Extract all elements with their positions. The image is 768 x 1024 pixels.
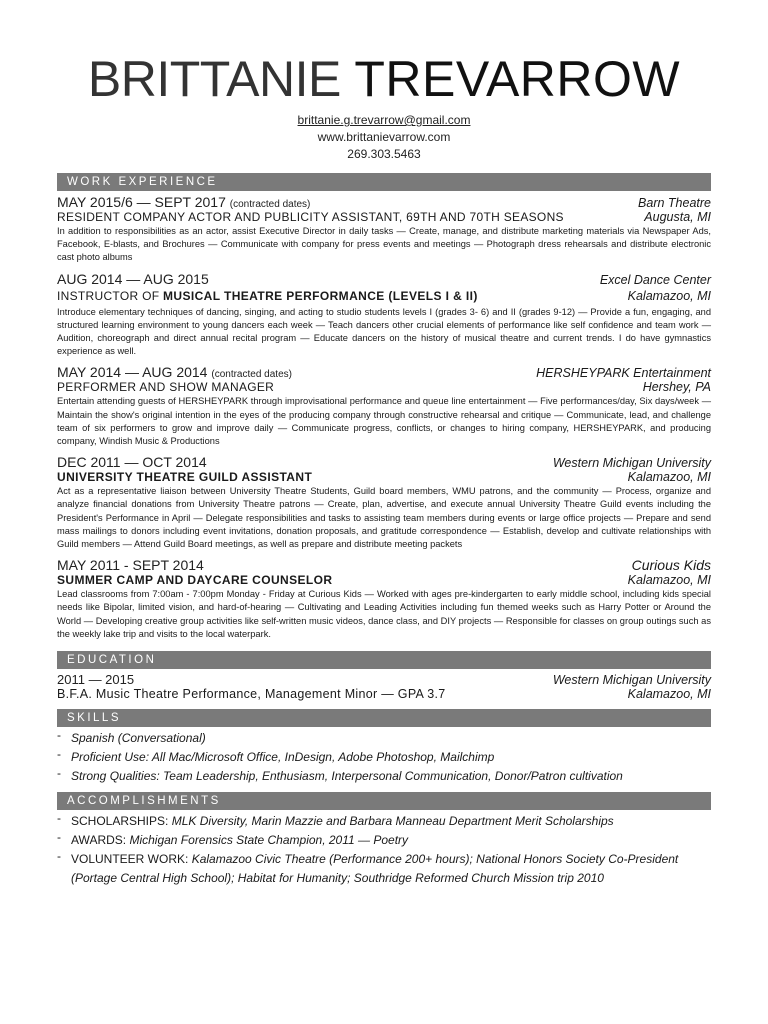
- job-organization: Excel Dance Center: [599, 272, 711, 287]
- job-location: Kalamazoo, MI: [627, 470, 711, 485]
- job-title: INSTRUCTOR OF MUSICAL THEATRE PERFORMANCE (LEVELS I & II): [57, 288, 478, 303]
- job-title: RESIDENT COMPANY ACTOR AND PUBLICITY ASSISTANT, 69TH AND 70TH SEASONS: [57, 210, 564, 224]
- education-degree: B.F.A. Music Theatre Performance, Management Minor — GPA 3.7: [57, 687, 446, 702]
- job-dates: MAY 2014 — AUG 2014 (contracted dates): [57, 364, 292, 381]
- section-header-education: EDUCATION: [57, 651, 711, 669]
- job-title: SUMMER CAMP AND DAYCARE COUNSELOR: [57, 573, 333, 588]
- job-location: Augusta, MI: [644, 210, 711, 224]
- job-location: Hershey, PA: [642, 380, 711, 395]
- job-organization: Barn Theatre: [638, 196, 711, 210]
- job-title: UNIVERSITY THEATRE GUILD ASSISTANT: [57, 470, 313, 485]
- website-link[interactable]: www.brittanievarrow.com: [317, 130, 451, 144]
- job-title: PERFORMER AND SHOW MANAGER: [57, 380, 275, 395]
- first-name: BRITTANIE: [87, 51, 341, 107]
- job-organization: Western Michigan University: [552, 456, 711, 471]
- education-school: Western Michigan University: [552, 673, 711, 688]
- contact-block: [57, 112, 711, 163]
- list-item: - VOLUNTEER WORK: Kalamazoo Civic Theatre (Performance 200+ hours); National Honors Society Co-President (Portage Central High School); Habitat for Humanity; Southridge Reformed Church Mission trip 2010: [57, 849, 679, 886]
- work-experience-list: [57, 194, 711, 641]
- job-location: Kalamazoo, MI: [627, 573, 711, 588]
- job-description: Act as a representative liaison between University Theatre Students, Guild board members, WMU patrons, and the community — Process, organize and analyze financial donations from University Theatre patrons — Create, plan, advertise, and execute annual University Theatre Guild events including the President's Performance in April — Delegate responsibilities and tasks to assisting team members during events or large office projects — Prepare and send mass mailings to donors including event invitations, donation proposals, and gratitude correspondence — Establish, develop and cultivate relationships with Guild members — Attend Guild Board meetings, as well as prepare and distribute meeting packets: [57, 486, 711, 550]
- job-dates: MAY 2011 - SEPT 2014: [57, 557, 204, 574]
- job-entry: [57, 364, 711, 448]
- job-organization: Curious Kids: [631, 557, 711, 574]
- list-item: - AWARDS: Michigan Forensics State Champion, 2011 — Poetry: [57, 830, 409, 848]
- job-location: Kalamazoo, MI: [627, 288, 711, 303]
- list-item: - Spanish (Conversational): [57, 728, 206, 746]
- job-entry: [57, 271, 711, 359]
- job-organization: HERSHEYPARK Entertainment: [536, 366, 711, 381]
- email-link[interactable]: brittanie.g.trevarrow@gmail.com: [297, 113, 471, 127]
- job-description: Entertain attending guests of HERSHEYPARK through improvisational performance and queue line entertainment — Five performances/day, Six days/week — Maintain the show's original intention in the eyes of the producing company through constructive rehearsal and critique — Communicate, lead, and challenge team of six performers to grow and improve daily — Communicate progress, conflicts, or changes to hiring company, HERSHEYPARK, and producing company, Windish Music & Productions: [57, 396, 711, 447]
- job-dates: MAY 2015/6 — SEPT 2017 (contracted dates): [57, 194, 311, 210]
- resume-page: [57, 0, 711, 888]
- education-entry: [57, 672, 711, 701]
- candidate-name: [57, 52, 711, 106]
- job-description: In addition to responsibilities as an actor, assist Executive Director in daily tasks — Create, manage, and distribute marketing materials via Newspaper Ads, Facebook, E-blasts, and Brochures — Communicate with company for press events and meetings — Photograph dress rehearsals and distribute electronic cast photo albums: [57, 226, 711, 263]
- accomplishments-list: [57, 812, 711, 888]
- education-location: Kalamazoo, MI: [627, 687, 711, 702]
- phone-number: 269.303.5463: [347, 147, 421, 161]
- section-header-work: WORK EXPERIENCE: [57, 173, 711, 191]
- job-entry: [57, 557, 711, 641]
- skills-list: [57, 729, 711, 786]
- list-item: - Strong Qualities: Team Leadership, Enthusiasm, Interpersonal Communication, Donor/Patron cultivation: [57, 766, 623, 784]
- education-dates: 2011 — 2015: [57, 672, 135, 688]
- job-entry: [57, 194, 711, 265]
- list-item: - Proficient Use: All Mac/Microsoft Office, InDesign, Adobe Photoshop, Mailchimp: [57, 747, 495, 765]
- section-header-skills: SKILLS: [57, 709, 711, 727]
- job-entry: [57, 454, 711, 551]
- job-dates: DEC 2011 — OCT 2014: [57, 454, 207, 471]
- job-description: Lead classrooms from 7:00am - 7:00pm Monday - Friday at Curious Kids — Worked with ages pre-kindergarten to early middle school, including kids special needs like Bipolar, limited vision, and hard-of-hearing — Cultivating and Leading Activities including fun themed weeks such as Harry Potter or Around the World — Developing creative group activities like self-written music videos, dance class, and DIY projects — Responsible for classes on group outings such as the weekly lake trip and visits to the local waterpark.: [57, 589, 711, 639]
- last-name: TREVARROW: [354, 51, 681, 107]
- job-description: Introduce elementary techniques of dancing, singing, and acting to studio students levels I (grades 3- 6) and II (grades 9-12) — Provide a fun, engaging, and structured learning environment to young dancers each week — Teach dancers other crucial elements of performance like self confidence and team work — Audition, choreograph and direct annual recital program — Educate dancers on the history of musical theatre and current trends. I do have gymnastics experience as well.: [57, 306, 711, 357]
- job-dates: AUG 2014 — AUG 2015: [57, 270, 209, 287]
- section-header-accomplishments: ACCOMPLISHMENTS: [57, 792, 711, 810]
- list-item: - SCHOLARSHIPS: MLK Diversity, Marin Mazzie and Barbara Manneau Department Merit Scholarships: [57, 811, 614, 829]
